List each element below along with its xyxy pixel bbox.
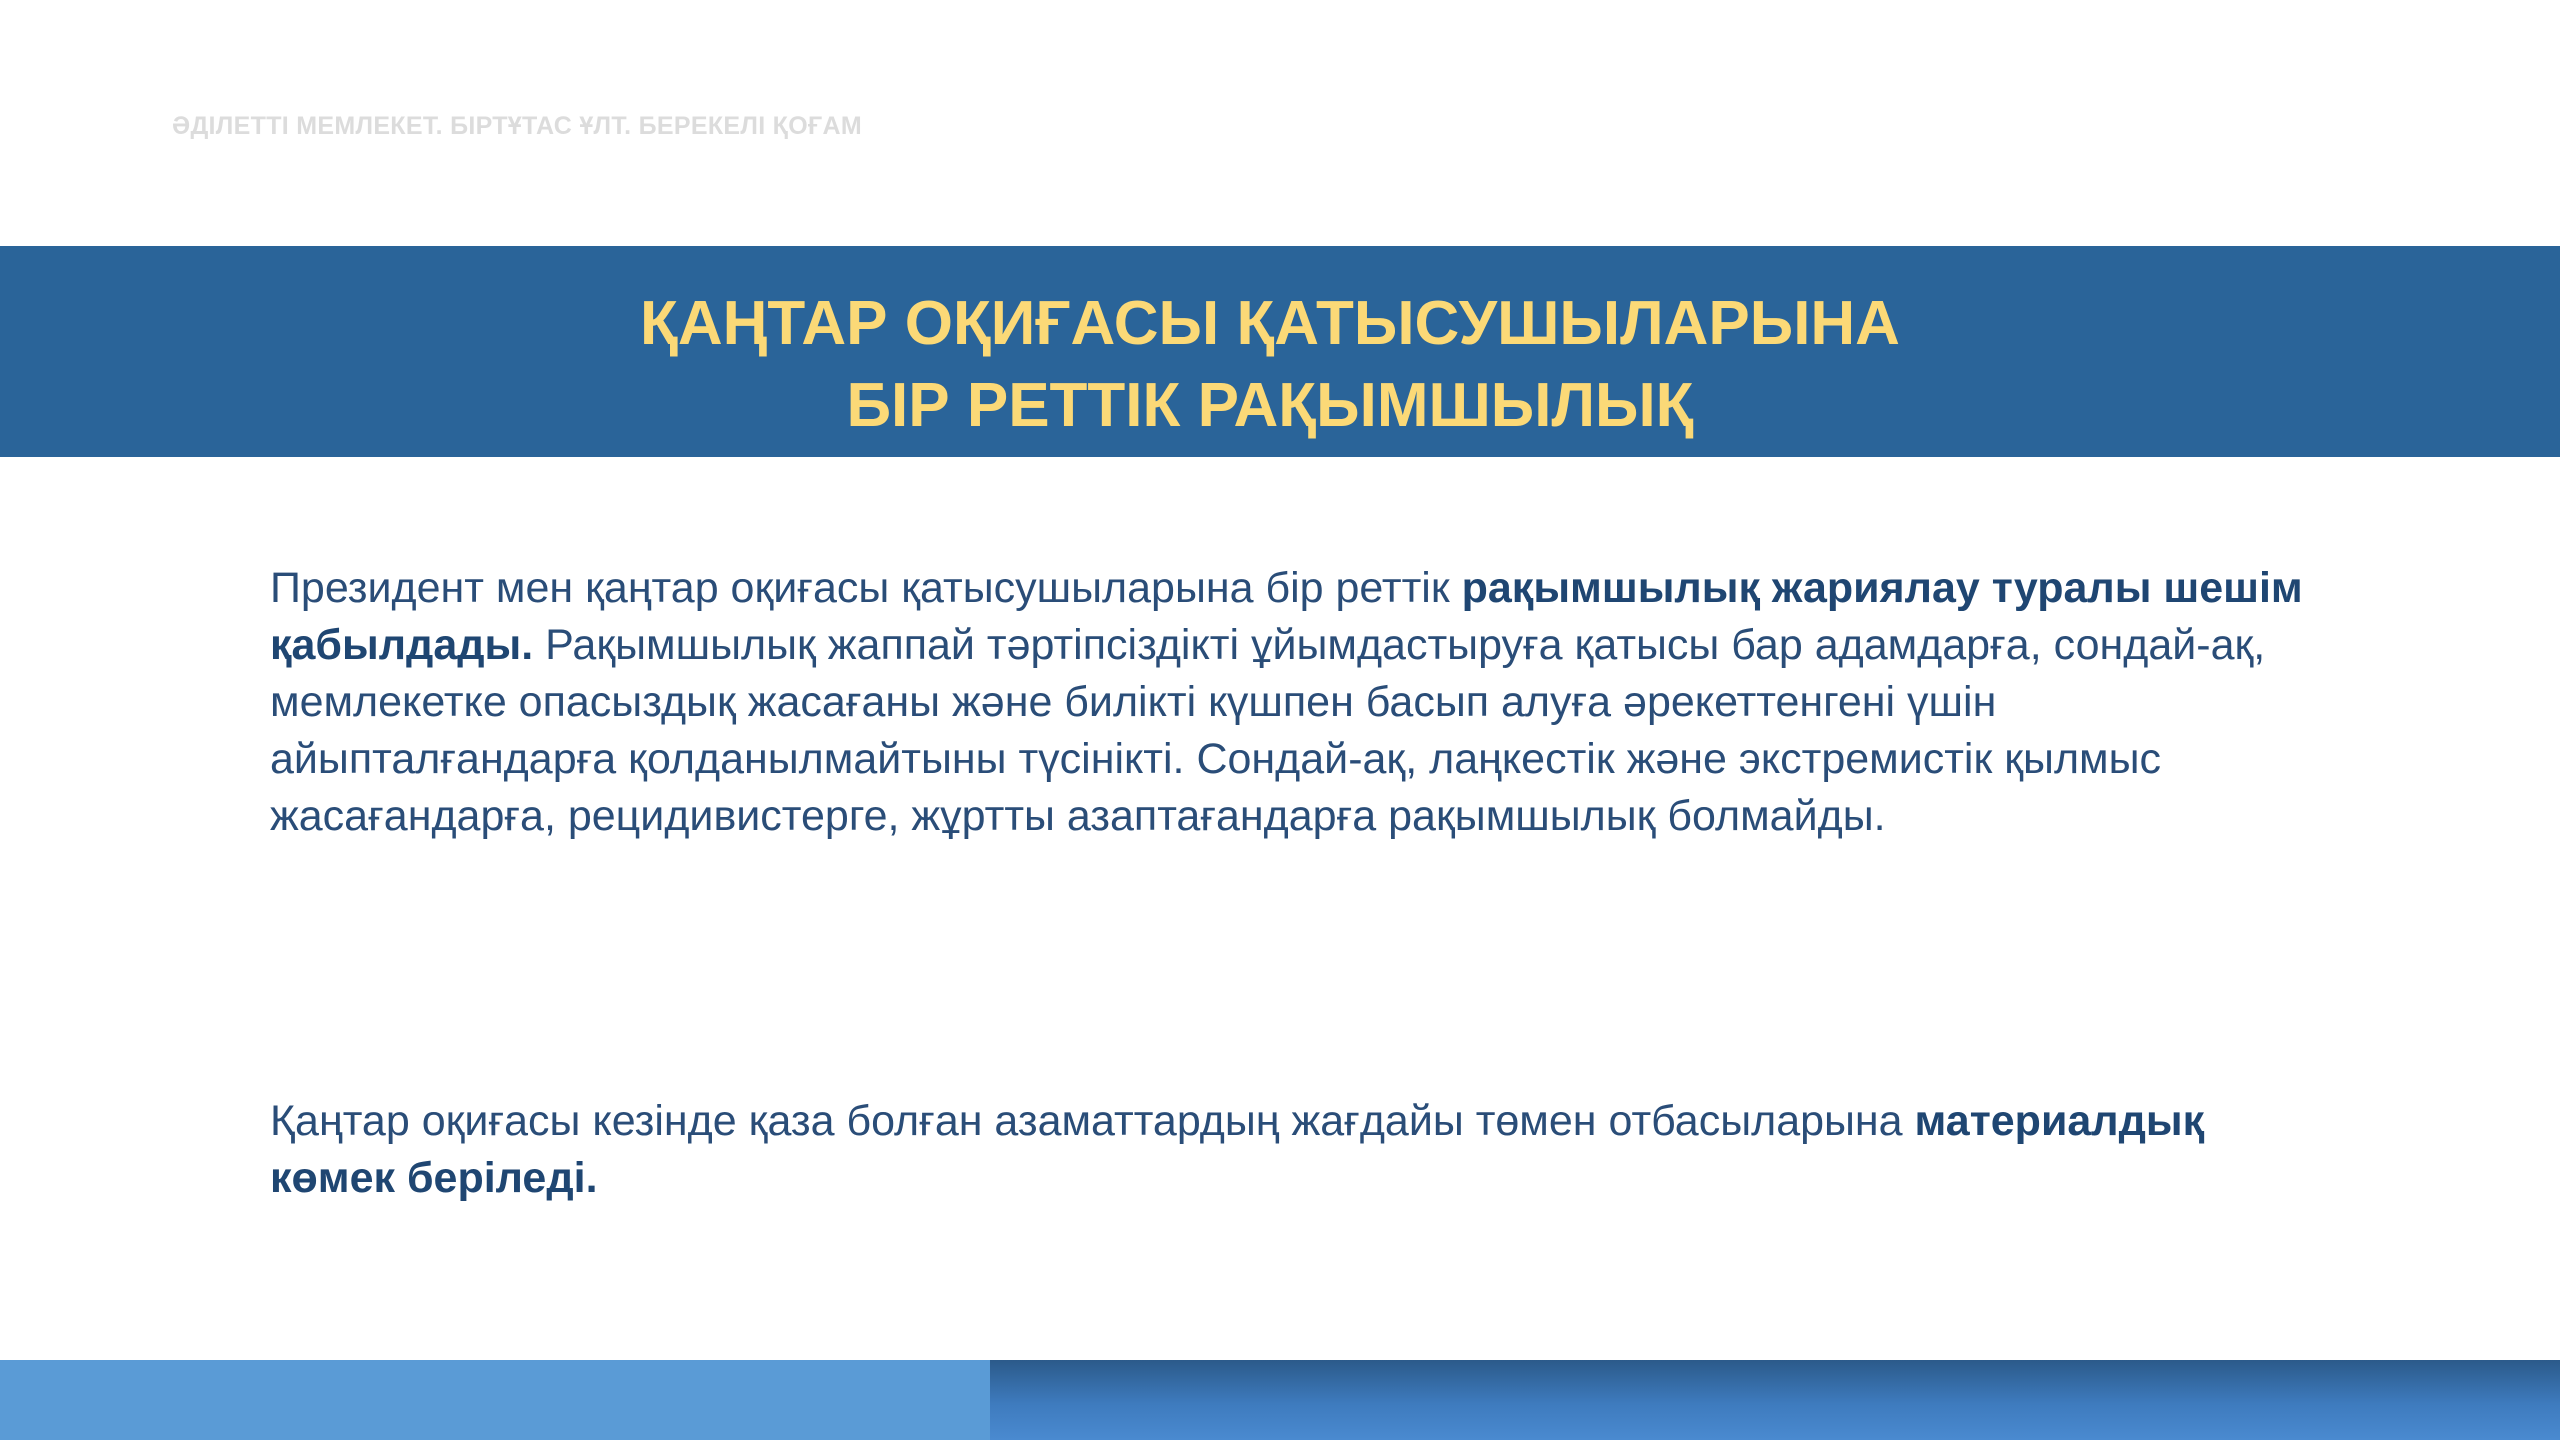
slide-title-line-1: ҚАҢТАР ОҚИҒАСЫ ҚАТЫСУШЫЛАРЫНА [640,289,1900,358]
header-slogan: ӘДІЛЕТТІ МЕМЛЕКЕТ. БІРТҰТАС ҰЛТ. БЕРЕКЕЛІ ҚОҒАМ [172,112,862,140]
paragraph-material-aid [270,1093,2310,1207]
paragraph-amnesty-intro: Президент мен қаңтар оқиғасы қатысушыларына бір реттік [270,564,1462,612]
paragraph-material-aid-highlight: материалдық көмек беріледі. [270,1097,2205,1202]
slide-title-line-2: БІР РЕТТІК РАҚЫМШЫЛЫҚ [846,371,1694,440]
footer-bar-right [990,1360,2560,1440]
footer-bar-left [0,1360,990,1440]
paragraph-amnesty [270,560,2310,845]
paragraph-amnesty-details: Рақымшылық жаппай тәртіпсіздікті ұйымдастыруға қатысы бар адамдарға, сондай-ақ, мемлекетке опасыздық жасағаны және билікті күшпен басып алуға әрекеттенгені үшін айыпталғандарға қолданылмайтыны түсінікті. Сондай-ақ, лаңкестік және экстремистік қылмыс жасағандарға, рецидивистерге, жұртты азаптағандарға рақымшылық болмайды. [270,621,2266,840]
slide-title [0,283,2540,447]
paragraph-material-aid-intro: Қаңтар оқиғасы кезінде қаза болған азаматтардың жағдайы төмен отбасыларына [270,1097,1915,1145]
paragraph-amnesty-highlight: рақымшылық жариялау туралы шешім қабылдады. [270,564,2303,669]
